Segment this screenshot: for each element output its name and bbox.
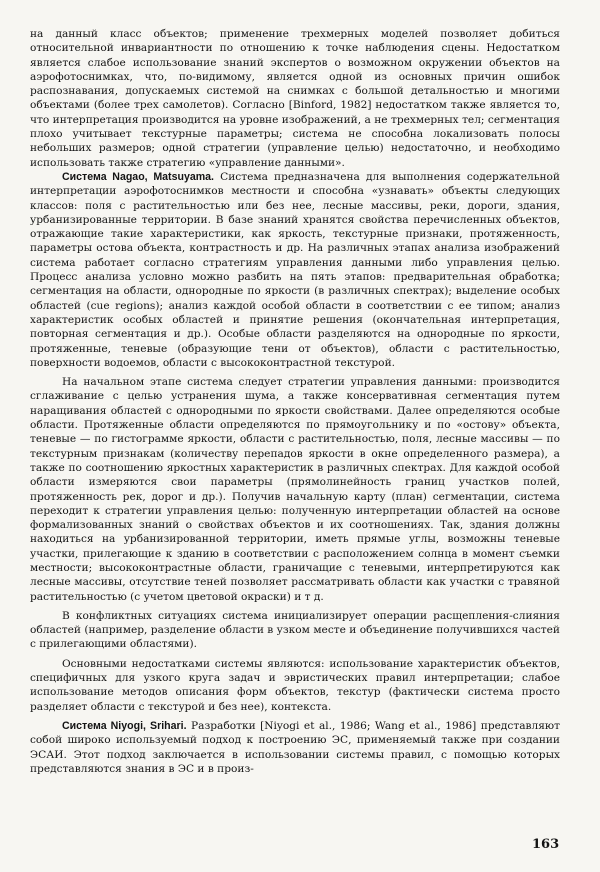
section-heading-nagao: Система Nagao, Matsuyama. xyxy=(62,170,214,183)
section-heading-niyogi: Система Niyogi, Srihari. xyxy=(62,719,187,732)
paragraph-6 xyxy=(30,719,560,776)
paragraph-6-text: Разработки [Niyogi et al., 1986; Wang et al., 1986] представляют собой широко используемый подход к построению ЭС, применяемый также при создании ЭСАИ. Этот подход заключается в использовании системы правил, с помощью которых представляются знания в ЭС и в произ- xyxy=(30,719,560,775)
paragraph-1-text: на данный класс объектов; применение трехмерных моделей позволяет добиться относительной инвариантности по отношению к точке наблюдения сцены. Недостатком является слабое использование знаний экспертов о возможном окружении объектов на аэрофотоснимках, что, по-видимому, является одной из основных причин ошибок распознавания, допускаемых системой на снимках с большой детальностью и многими объектами (более трех самолетов). Согласно [Binford, 1982] недостатком также является то, что интерпретация производится на уровне изображений, а не трехмерных тел; сегментация плохо учитывает текстурные параметры; система не способна локализовать полосы небольших размеров; одной стратегии (управление целью) недостаточно, и необходимо использовать также стратегию «управление данными». xyxy=(30,28,560,169)
page-number: 163 xyxy=(532,837,560,852)
paragraph-4-text: В конфликтных ситуациях система инициализирует операции расщепления-слияния областей (например, разделение области в узком месте и объединение получившихся частей с прилегающими областями). xyxy=(30,609,560,651)
paragraph-4 xyxy=(30,609,560,652)
paragraph-3 xyxy=(30,375,560,604)
paragraph-5-text: Основными недостатками системы являются: использование характеристик объектов, специфичных для узкого круга задач и эвристических правил интерпретации; слабое использование методов описания форм объектов, текстур (фактически система просто разделяет области с текстурой и без нее), контекста. xyxy=(30,657,560,713)
paragraph-2 xyxy=(30,170,560,370)
paragraph-5 xyxy=(30,657,560,714)
page-body xyxy=(30,27,560,776)
paragraph-1 xyxy=(30,27,560,170)
paragraph-2-text: Система предназначена для выполнения содержательной интерпретации аэрофотоснимков местности и способна «узнавать» объекты следующих классов: поля с растительностью или без нее, лесные массивы, реки, дороги, здания, урбанизированные территории. В базе знаний хранятся свойства перечисленных объектов, отражающие такие характеристики, как яркость, текстурные признаки, протяженность, параметры остова объекта, контрастность и др. На различных этапах анализа изображений система работает согласно стратегиям управления данными либо управления целью. Процесс анализа условно можно разбить на пять этапов: предварительная обработка; сегментация на области, однородные по яркости (в различных спектрах); выделение особых областей (cue regions); анализ каждой особой области в соответствии с ее типом; анализ характеристик особых областей и принятие решения (окончательная интерпретация, повторная сегментация и др.). Особые области разделяются на однородные по яркости, протяженные, теневые (образующие тени от объектов), области с растительностью, поверхности водоемов, области с высококонтрастной текстурой. xyxy=(30,170,560,369)
paragraph-3-text: На начальном этапе система следует стратегии управления данными: производится сглаживание с целью устранения шума, а также консервативная сегментация путем наращивания областей с однородными по яркости свойствами. Далее определяются особые области. Протяженные области определяются по прямоугольнику и по «остову» объекта, теневые — по гистограмме яркости, области с растительностью, поля, лесные массивы — по текстурным признакам (количеству перепадов яркости в окне определенного размера), а также по соотношению яркостных характеристик в различных спектрах. Для каждой особой области измеряются свои параметры (прямолинейность границ участков полей, протяженность рек, дорог и др.). Получив начальную карту (план) сегментации, система переходит к стратегии управления целью: полученную интерпретации областей на основе формализованных знаний о свойствах объектов и их соотношениях. Так, здания должны находиться на урбанизированной территории, иметь прямые углы, возможны теневые участки, прилегающие к зданию в соответствии с расположением солнца в момент съемки местности; высококонтрастные области, граничащие с теневыми, интерпретируются как лесные массивы, отсутствие теней позволяет рассматривать области как участки с травяной растительностью (с учетом цветовой окраски) и т д. xyxy=(30,376,560,603)
